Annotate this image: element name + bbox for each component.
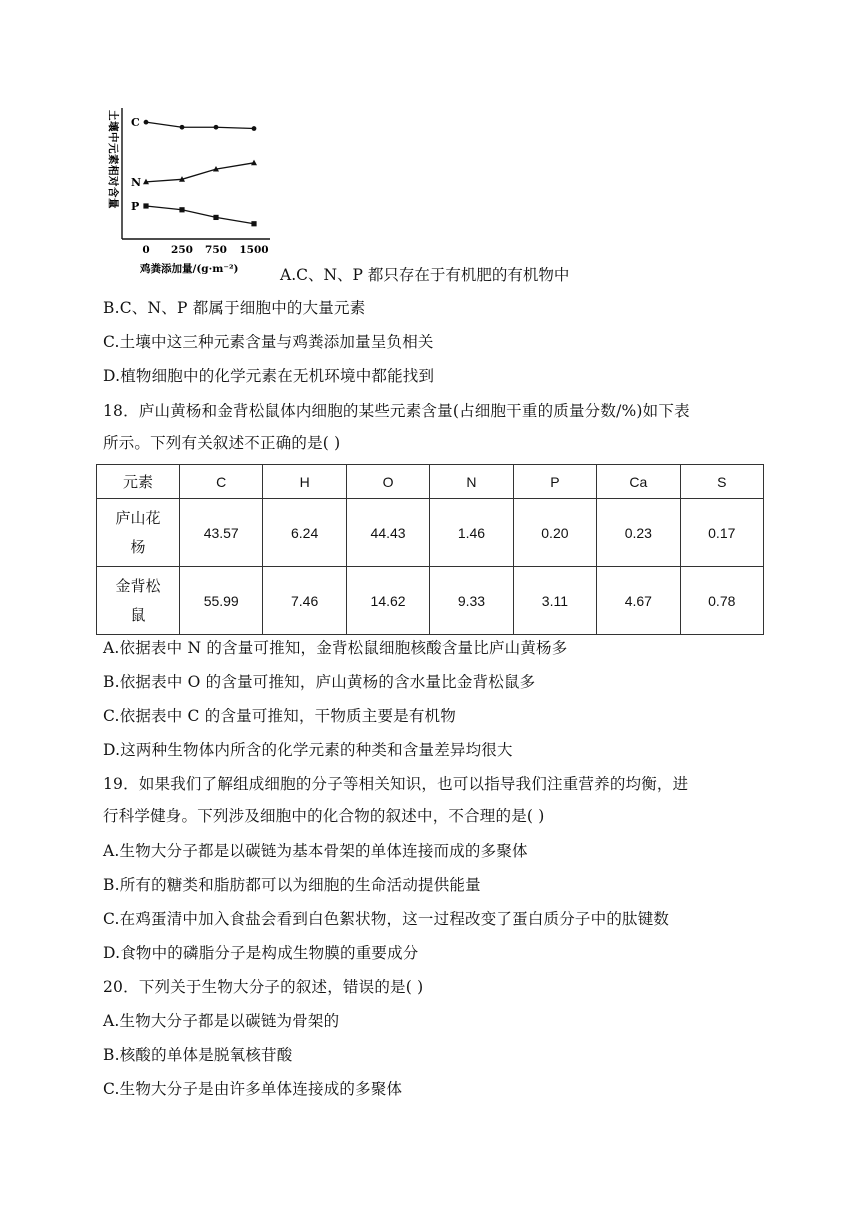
x-tick-label: 250 <box>171 244 193 256</box>
table-cell: 14.62 <box>346 567 429 635</box>
q18-option-b: B.依据表中 O 的含量可推知，庐山黄杨的含水量比金背松鼠多 <box>103 673 536 691</box>
q20-stem: 20．下列关于生物大分子的叙述，错误的是( ) <box>103 978 424 996</box>
x-tick-label: 1500 <box>239 244 269 256</box>
data-point <box>214 125 219 130</box>
data-point <box>251 160 257 166</box>
q18-stem-line2: 所示。下列有关叙述不正确的是( ) <box>103 434 341 452</box>
table-cell: 55.99 <box>180 567 263 635</box>
element-content-table <box>96 464 764 635</box>
data-point <box>252 126 257 131</box>
table-header-cell: O <box>346 465 429 499</box>
x-tick-labels <box>142 244 268 256</box>
q17-option-d: D.植物细胞中的化学元素在无机环境中都能找到 <box>103 367 435 385</box>
q20-option-a: A.生物大分子都是以碳链为骨架的 <box>103 1012 340 1030</box>
data-point <box>180 125 185 130</box>
table-header-cell: H <box>263 465 346 499</box>
table-cell: 0.17 <box>680 499 763 567</box>
series-label: P <box>131 199 140 213</box>
table-cell: 7.46 <box>263 567 346 635</box>
table-header-cell: P <box>513 465 596 499</box>
table-cell: 3.11 <box>513 567 596 635</box>
data-point <box>144 120 149 125</box>
q20-option-c: C.生物大分子是由许多单体连接成的多聚体 <box>103 1080 403 1098</box>
series-layer <box>131 116 257 226</box>
q19-option-b: B.所有的糖类和脂肪都可以为细胞的生命活动提供能量 <box>103 876 481 894</box>
row-label-line2: 杨 <box>130 537 146 556</box>
table-cell: 4.67 <box>597 567 680 635</box>
series-line <box>146 163 254 182</box>
table-cell: 0.23 <box>597 499 680 567</box>
series-label: N <box>131 175 142 189</box>
row-label <box>97 567 180 635</box>
q19-stem-line2: 行科学健身。下列涉及细胞中的化合物的叙述中，不合理的是( ) <box>103 807 545 825</box>
x-tick-label: 750 <box>205 244 227 256</box>
table-cell: 6.24 <box>263 499 346 567</box>
q18-option-c: C.依据表中 C 的含量可推知，干物质主要是有机物 <box>103 707 456 725</box>
table-row <box>97 567 764 635</box>
series-p <box>131 200 257 226</box>
chart-ylabel: 土壤中元素相对含量 <box>107 110 119 209</box>
q19-option-c: C.在鸡蛋清中加入食盐会看到白色絮状物，这一过程改变了蛋白质分子中的肽键数 <box>103 910 670 928</box>
series-n <box>131 160 257 189</box>
q18-option-d: D.这两种生物体内所含的化学元素的种类和含量差异均很大 <box>103 741 513 759</box>
series-line <box>146 206 254 224</box>
q19-option-a: A.生物大分子都是以碳链为基本骨架的单体连接而成的多聚体 <box>103 842 528 860</box>
q18-option-a: A.依据表中 N 的含量可推知，金背松鼠细胞核酸含量比庐山黄杨多 <box>103 639 568 657</box>
series-c <box>131 116 256 131</box>
row-label-line1: 金背松 <box>115 576 161 595</box>
q17-option-b: B.C、N、P 都属于细胞中的大量元素 <box>103 299 366 317</box>
table-cell: 43.57 <box>180 499 263 567</box>
table-header-cell: Ca <box>597 465 680 499</box>
q19-option-d: D.食物中的磷脂分子是构成生物膜的重要成分 <box>103 944 419 962</box>
table-cell: 1.46 <box>430 499 513 567</box>
table-cell: 9.33 <box>430 567 513 635</box>
q18-stem-line1: 18．庐山黄杨和金背松鼠体内细胞的某些元素含量(占细胞干重的质量分数/%)如下表 <box>103 402 690 420</box>
table-header-row <box>97 465 764 499</box>
table-cell: 44.43 <box>346 499 429 567</box>
data-point <box>213 215 218 220</box>
table-cell: 0.20 <box>513 499 596 567</box>
element-content-chart <box>98 104 278 284</box>
q20-option-b: B.核酸的单体是脱氧核苷酸 <box>103 1046 293 1064</box>
data-point <box>143 203 148 208</box>
data-point <box>251 221 256 226</box>
q17-option-a: A.C、N、P 都只存在于有机肥的有机物中 <box>280 266 570 284</box>
data-point <box>179 207 184 212</box>
row-label-line1: 庐山花 <box>115 508 161 527</box>
series-label: C <box>131 116 140 130</box>
table-header-cell: N <box>430 465 513 499</box>
table-header-cell: S <box>680 465 763 499</box>
row-label <box>97 499 180 567</box>
q19-stem-line1: 19．如果我们了解组成细胞的分子等相关知识，也可以指导我们注重营养的均衡，进 <box>103 775 689 793</box>
table-cell: 0.78 <box>680 567 763 635</box>
row-label-line2: 鼠 <box>130 605 146 624</box>
table-header-cell: 元素 <box>97 465 180 499</box>
chart-xlabel: 鸡粪添加量/(g·m⁻²) <box>140 263 239 275</box>
series-line <box>146 122 254 128</box>
q17-option-c: C.土壤中这三种元素含量与鸡粪添加量呈负相关 <box>103 333 434 351</box>
x-tick-label: 0 <box>142 244 150 256</box>
table-header-cell: C <box>180 465 263 499</box>
table-row <box>97 499 764 567</box>
